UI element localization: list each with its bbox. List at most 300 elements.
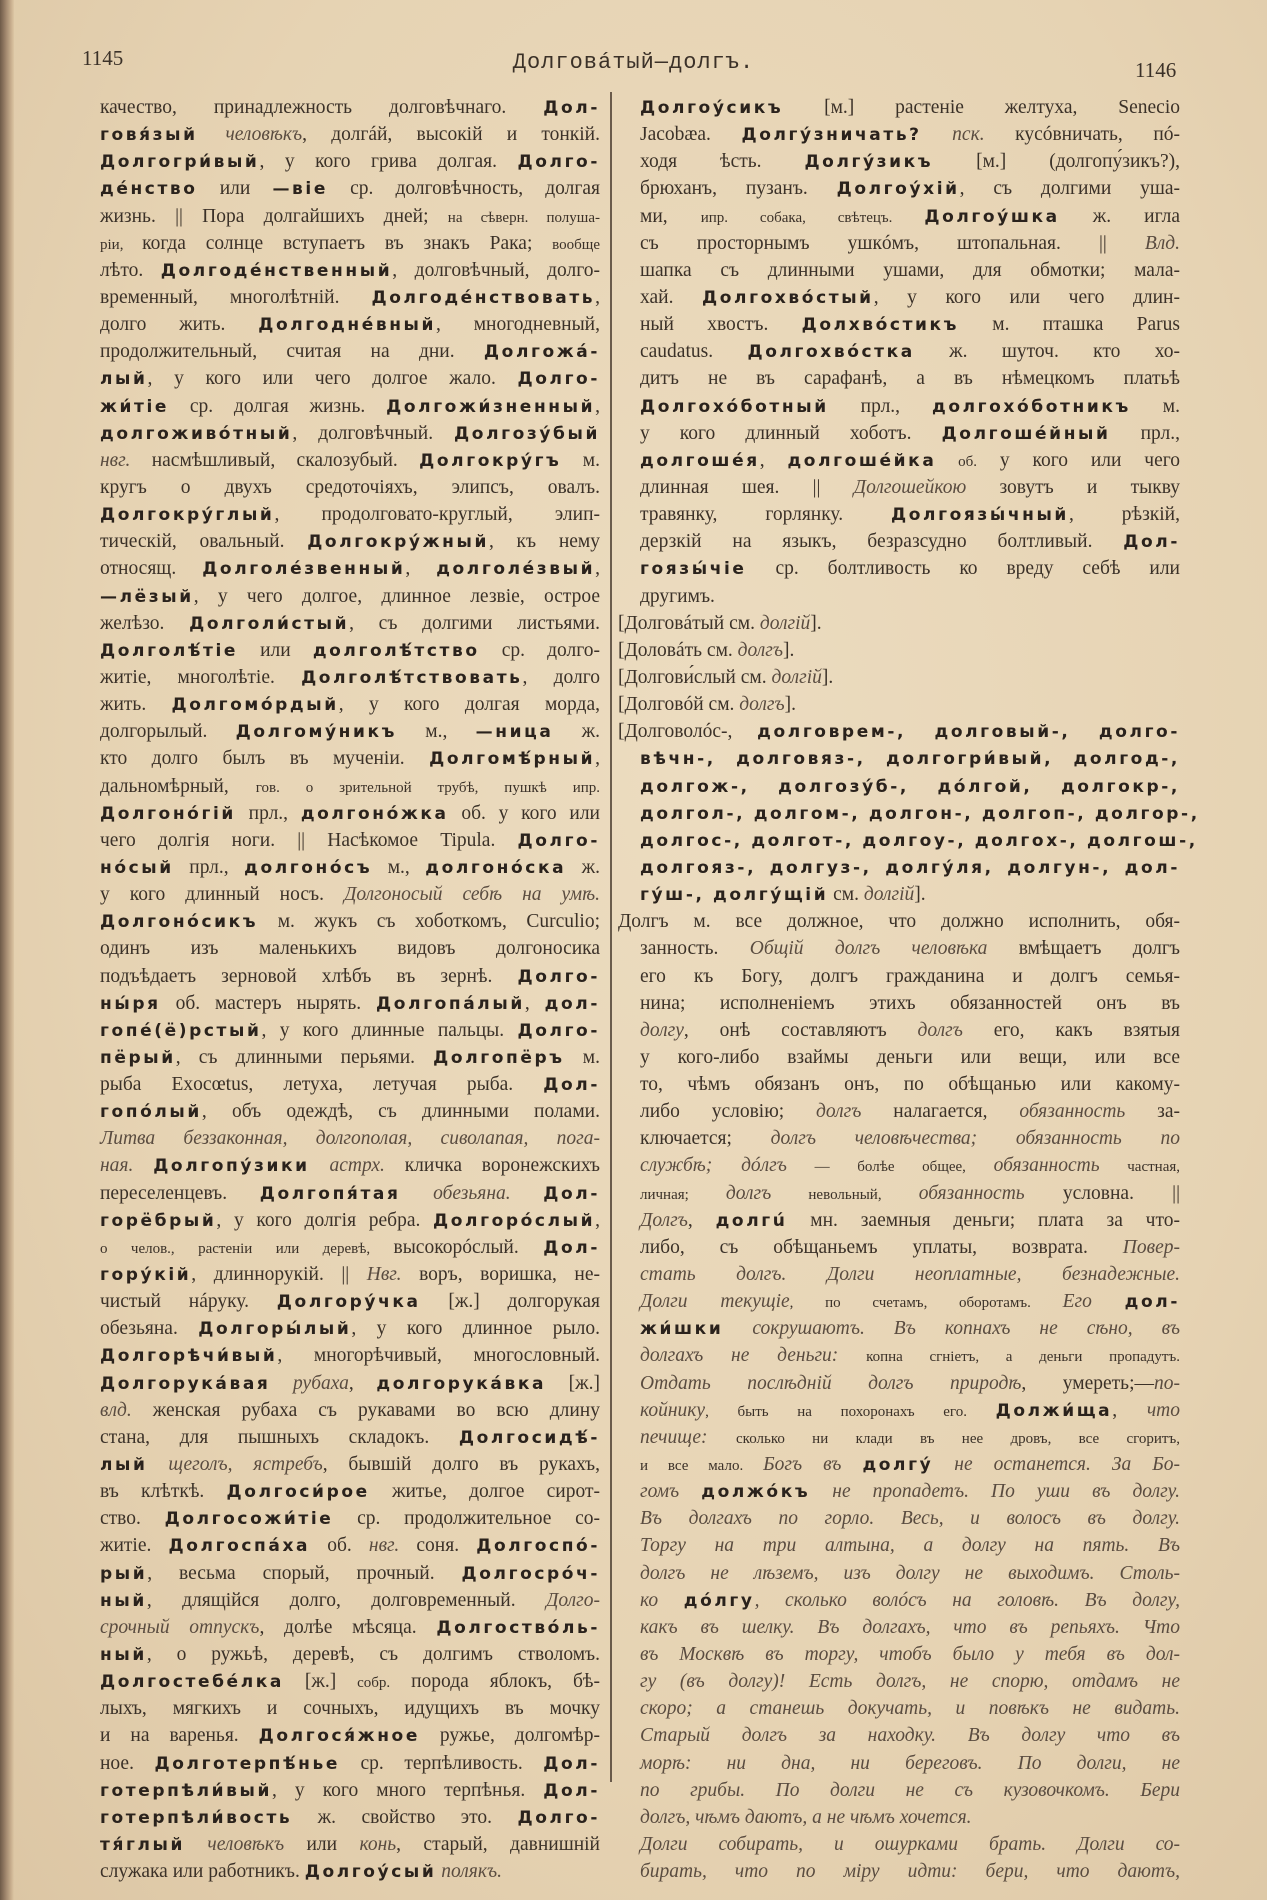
body-text: рыба Exocœtus, летуха, летучая рыба. — [100, 1074, 544, 1096]
italic-text: скоро; а станешь докучать, и повѣкъ не видать. — [640, 1698, 1180, 1720]
headword: долгонóсъ — [244, 857, 373, 878]
italic-text: , сколько волóсъ на головѣ. Въ долгу, — [754, 1589, 1180, 1611]
body-text: [ж.] долгорукая — [420, 1291, 600, 1313]
body-text: рiи, — [100, 236, 143, 253]
text-line — [100, 203, 600, 230]
headword: Долгору́чка — [276, 1292, 421, 1313]
body-text: об. у кого или — [448, 802, 600, 824]
body-text: , у кого долгая морда, — [338, 694, 600, 716]
body-text: — болѣе общее, — [786, 1159, 994, 1176]
italic-text: долгъ — [816, 1101, 862, 1123]
italic-text: долгъ — [739, 694, 785, 716]
headword: Долгу́зикъ — [804, 152, 934, 173]
headword: дол- — [1124, 1292, 1180, 1313]
body-text: у кого длинный носъ. — [100, 884, 344, 906]
body-text: см. — [828, 884, 864, 906]
text-line — [640, 1532, 1180, 1559]
body-text: , онѣ составляютъ — [683, 1019, 918, 1041]
headword: долгошéя — [640, 450, 760, 471]
text-line — [100, 854, 600, 881]
body-text: другимъ. — [640, 585, 715, 607]
text-line — [100, 1071, 600, 1098]
text-line — [100, 1641, 600, 1668]
text-line — [618, 718, 1180, 745]
headword: Долгомѣ́рный — [429, 749, 596, 770]
italic-text: Влд. — [1144, 232, 1180, 254]
headword: Долгокру́глый — [100, 505, 275, 526]
text-line — [100, 827, 600, 854]
text-line — [100, 963, 600, 990]
body-text: долго жить. — [100, 314, 259, 336]
headword: жи́тiе — [100, 396, 170, 417]
text-line — [100, 1234, 600, 1261]
text-line — [640, 1288, 1180, 1315]
body-text: когда солнце вступаетъ въ знакъ Рака; — [142, 232, 553, 254]
italic-text: долгъ — [917, 1019, 963, 1041]
body-text: , у кого долгiя ребра. — [216, 1209, 434, 1231]
headword: Долголи́стый — [189, 613, 350, 634]
headword: Долгопя́тая — [259, 1183, 401, 1204]
text-line — [100, 583, 600, 610]
text-line — [100, 284, 600, 311]
text-line — [100, 1261, 600, 1288]
text-line — [640, 1342, 1180, 1369]
body-text: , у кого длинное рыло. — [351, 1318, 600, 1340]
text-line — [100, 338, 600, 365]
text-line — [640, 963, 1180, 990]
italic-text: человѣкъ — [185, 1834, 285, 1855]
headword: Дол- — [543, 1753, 600, 1774]
text-line — [640, 1424, 1180, 1451]
body-text: женская рубаха съ рукавами во всю длину — [131, 1399, 600, 1421]
body-text: чего долгiя ноги. || Насѣкомое Tipula. — [100, 829, 518, 851]
body-text: травянку, горлянку. — [640, 504, 892, 526]
body-text: м. жукъ съ хоботкомъ, Curculio; — [258, 911, 600, 933]
body-text: порода яблокъ, бѣ- — [390, 1671, 600, 1693]
body-text: продолжительный, считая на дни. — [100, 341, 484, 363]
book-binding-edge — [0, 0, 14, 1900]
headword: Долгорѣчи́вый — [100, 1346, 278, 1367]
text-line — [640, 474, 1180, 501]
body-text: , — [595, 395, 600, 417]
body-text: житiе. — [100, 1535, 169, 1557]
text-line — [100, 257, 600, 284]
text-line — [640, 447, 1180, 474]
body-text: переселенцевъ. — [100, 1182, 260, 1204]
headword: Дол- — [543, 1237, 601, 1258]
text-line — [100, 1831, 600, 1858]
italic-text: долгахъ не деньги: — [640, 1345, 867, 1367]
text-line — [618, 664, 1180, 691]
text-line — [100, 1560, 600, 1587]
text-line — [100, 420, 600, 447]
text-line — [640, 1560, 1180, 1587]
body-text: прл., — [1110, 422, 1180, 444]
italic-text: долгъ не лѣземъ, изъ долгу не выходимъ. Столь- — [640, 1562, 1180, 1584]
headword: Долголéзвенный — [202, 559, 406, 580]
italic-text: по грибы. По долги не съ кузовочкомъ. Бери — [640, 1779, 1180, 1801]
text-line — [640, 583, 1180, 610]
body-text: об. — [310, 1535, 369, 1557]
headword: долгос-, долгот-, долгоу-, долгох-, долгош-, — [640, 830, 1198, 851]
body-text: , бывшiй долго въ рукахъ, — [322, 1454, 600, 1476]
text-line — [640, 1777, 1180, 1804]
body-text: , многодневный, — [436, 314, 600, 336]
text-line — [640, 175, 1180, 202]
body-text: ]. — [914, 884, 926, 906]
italic-text: Его — [1062, 1291, 1125, 1313]
body-text: [Долговóй см. — [618, 694, 740, 716]
body-text: , — [524, 992, 545, 1014]
body-text: жить. — [100, 694, 172, 716]
text-line — [100, 908, 600, 935]
headword: Долгостебéлка — [100, 1672, 284, 1693]
body-text: невольный, — [771, 1186, 919, 1203]
body-text: Jacobæa. — [640, 124, 742, 146]
text-line — [640, 393, 1180, 420]
italic-text: долгъ, чѣмъ даютъ, а не чѣмъ хочется. — [640, 1806, 972, 1828]
body-text: ср. терпѣливость. — [339, 1752, 544, 1774]
headword: долгол-, долгом-, долгон-, долгоп-, долгор-, — [640, 803, 1200, 824]
headword: Долгонóгiй — [100, 803, 236, 824]
text-line — [640, 501, 1180, 528]
headword: Долгу́зничать? — [741, 125, 922, 146]
body-text: м., — [397, 721, 476, 743]
body-text: его, какъ взятыя — [962, 1019, 1180, 1041]
body-text: , рѣзкiй, — [1068, 504, 1180, 526]
text-line — [640, 1152, 1180, 1179]
text-line — [640, 935, 1180, 962]
text-line — [640, 230, 1180, 257]
body-text: вмѣщаетъ долгъ — [987, 938, 1180, 960]
text-line — [100, 1180, 600, 1207]
text-line — [100, 555, 600, 582]
italic-text: по- — [1154, 1372, 1180, 1394]
body-text: , продолговато-круглый, элип- — [274, 504, 600, 526]
text-line — [640, 1641, 1180, 1668]
body-text: качество, принадлежность долговѣчнаго. — [100, 97, 544, 118]
headword: гопóлый — [100, 1102, 202, 1123]
body-text: [ж.] — [283, 1671, 358, 1693]
body-text: или — [197, 178, 273, 200]
text-line — [100, 718, 600, 745]
body-text: нина; исполненiемъ этихъ обязанностей онъ въ — [640, 992, 1180, 1014]
headword: гу́ш-, долгу́щiй — [640, 885, 829, 906]
headword: горёбрый — [100, 1210, 217, 1231]
body-text: [Долговáтый см. — [618, 612, 760, 634]
body-text: , у кого или чего длин- — [873, 286, 1180, 308]
text-line — [640, 121, 1180, 148]
body-text: дальномѣрный, — [100, 775, 256, 797]
text-line — [640, 1207, 1180, 1234]
body-text: насмѣшливый, скалозубый. — [130, 449, 420, 471]
body-text: временный, многолѣтнiй. — [100, 286, 372, 308]
headword: вѣчн-, долговяз-, долгогри́вый, долгод-, — [640, 749, 1180, 770]
body-text: обезьяна. — [100, 1318, 199, 1340]
text-line — [640, 800, 1200, 827]
body-text: ми, — [640, 205, 701, 227]
body-text: caudatus. — [640, 341, 748, 363]
body-text: ное. — [100, 1752, 155, 1774]
headword: Дол- — [543, 1780, 600, 1801]
body-text: высокорóслый. — [393, 1236, 544, 1258]
body-text: ж. свойство это. — [292, 1806, 518, 1828]
page-header — [0, 46, 1267, 86]
italic-text: долгiй — [771, 666, 822, 688]
headword: Долголѣ́тiе — [100, 640, 239, 661]
text-line — [640, 1505, 1180, 1532]
body-text: ]. — [821, 666, 834, 688]
body-text: житiе, многолѣтiе. — [100, 666, 302, 688]
text-line — [100, 1478, 600, 1505]
body-text: ходя ѣсть. — [640, 151, 805, 173]
body-text: соня. — [399, 1535, 477, 1557]
text-line — [100, 94, 600, 121]
body-text: [Долговолóс-, — [618, 721, 758, 743]
text-line — [100, 637, 600, 664]
body-text: гов. о зрительной трубѣ, пушкѣ ипр. — [255, 779, 601, 796]
body-text: ср. болтливость ко вреду себѣ или — [746, 558, 1180, 580]
body-text: , — [595, 1209, 600, 1231]
text-line — [640, 990, 1180, 1017]
body-text: налагается, — [861, 1101, 1020, 1123]
headword: Долго- — [517, 369, 600, 390]
text-line — [640, 1071, 1180, 1098]
body-text: , быть на похоронахъ его. — [705, 1403, 996, 1420]
headword: Дол- — [543, 98, 600, 118]
body-text: о челов., растенiи или деревѣ, — [100, 1240, 394, 1257]
body-text: об. мастеръ нырять. — [160, 992, 377, 1014]
text-line — [640, 203, 1180, 230]
body-text: м., — [372, 856, 426, 878]
text-line — [640, 1750, 1180, 1777]
headword: Дол- — [543, 1183, 601, 1204]
text-line — [100, 474, 600, 501]
text-line — [100, 501, 600, 528]
body-text: м. пташка Parus — [959, 314, 1180, 336]
body-text: одинъ изъ маленькихъ видовъ долгоносика — [100, 938, 600, 960]
body-text: кусóвничать, пó- — [984, 124, 1181, 146]
body-text: личная; — [640, 1186, 726, 1203]
text-line — [618, 691, 1180, 718]
body-text: его къ Богу, долгъ гражданина и долгъ семья- — [640, 965, 1180, 987]
headword: нóсый — [100, 857, 174, 878]
body-text: , съ долгими листьями. — [349, 612, 600, 634]
italic-text: конь — [359, 1834, 397, 1855]
body-text: , у кого или чего долгое жало. — [147, 368, 518, 390]
body-text: на сѣверн. полуша- — [447, 209, 600, 226]
body-text: , у кого много терпѣнья. — [271, 1779, 544, 1801]
body-text: и все мало. — [640, 1458, 764, 1475]
text-line — [100, 311, 600, 338]
headword: Долгоспó- — [476, 1536, 600, 1557]
headword: Долгоязы́чный — [891, 505, 1069, 526]
left-column — [100, 94, 600, 1885]
body-text: лыхъ, мягкихъ и сочныхъ, идущихъ въ мочку — [100, 1698, 600, 1720]
headword: Долгозу́бый — [454, 423, 600, 444]
headword: Долгокру́жный — [307, 532, 489, 553]
body-text: ный хвостъ. — [640, 314, 802, 336]
text-line — [100, 800, 600, 827]
text-line — [640, 528, 1180, 555]
body-text: мн. заемныя деньги; плата за что- — [787, 1209, 1180, 1231]
text-line — [640, 94, 1180, 121]
text-line — [100, 393, 600, 420]
body-text: занность. — [640, 938, 750, 960]
italic-text: стать долгъ. Долги неоплатные, безнадежные. — [640, 1264, 1180, 1286]
headword: Долгомóрдый — [171, 695, 339, 716]
italic-text: Общiй долгъ человѣка — [749, 938, 988, 960]
body-text: шапка съ длинными ушами, для обмотки; мала- — [640, 259, 1180, 281]
headword: долгохóботникъ — [932, 396, 1131, 417]
italic-text: не останется. За Бо- — [933, 1454, 1181, 1476]
text-line — [100, 990, 600, 1017]
body-text: у кого длинный хоботъ. — [640, 422, 942, 444]
body-text: жизнь. || Пора долгайшихъ дней; — [100, 205, 448, 227]
body-text: брюханъ, пузанъ. — [640, 178, 837, 200]
italic-text: влд. — [100, 1399, 132, 1421]
italic-text: Въ долгахъ по горло. Весь, и волосъ въ долгу. — [640, 1508, 1180, 1530]
body-text: ]. — [783, 639, 795, 661]
headword: должóкъ — [701, 1482, 811, 1503]
body-text: Долгъ м. все должное, что должно исполнить, обя- — [618, 911, 1180, 933]
text-line — [640, 257, 1180, 284]
headword: Долгоу́шка — [924, 206, 1060, 227]
headword: Долгошéйный — [941, 423, 1111, 444]
headword: Долгосожи́тiе — [164, 1509, 334, 1530]
body-text: , долго — [522, 666, 600, 688]
body-text: , длящiйся долго, долговременный. — [146, 1589, 546, 1611]
body-text: длинная шея. || — [640, 476, 854, 498]
body-text: относящ. — [100, 558, 203, 580]
body-text: либо условiю; — [640, 1101, 817, 1123]
text-line — [640, 284, 1180, 311]
body-text: м. — [1130, 395, 1180, 417]
italic-text: долгъ — [737, 639, 784, 661]
text-line — [100, 1098, 600, 1125]
body-text: , долѣе мѣсяца. — [259, 1616, 437, 1638]
body-text: прл., — [173, 856, 245, 878]
body-text: , по счетамъ, оборотамъ. — [789, 1295, 1063, 1312]
headword: Долгогри́вый — [100, 152, 260, 173]
body-text: , у кого грива долгая. — [259, 151, 518, 173]
body-text: и на варенья. — [100, 1725, 259, 1747]
headword: гопé(ё)рстый — [100, 1020, 262, 1041]
italic-text: срочный отпускъ — [100, 1616, 260, 1638]
headword: Долголѣ́тствовать — [301, 667, 523, 688]
body-text: лѣто. — [100, 259, 161, 281]
headword: Долго- — [517, 1807, 600, 1828]
italic-text: ко — [640, 1589, 684, 1611]
text-line — [640, 1722, 1180, 1749]
body-text: , долгáй, высокiй и тонкiй. — [302, 124, 600, 146]
italic-text: нвг. — [368, 1535, 400, 1557]
headword: Долгому́никъ — [235, 722, 398, 743]
text-line — [100, 1695, 600, 1722]
text-line — [640, 148, 1180, 175]
text-line — [100, 528, 600, 555]
text-line — [640, 1587, 1180, 1614]
text-line — [640, 1614, 1180, 1641]
headword: лый — [100, 1455, 148, 1476]
headword: долголéзвый — [436, 559, 596, 580]
headword: Долгожи́зненный — [386, 396, 596, 417]
body-text: ]. — [810, 612, 822, 634]
italic-text: Долги собирать, и ошурками брать. Долги со- — [640, 1834, 1180, 1855]
body-text: , умереть;— — [1021, 1372, 1154, 1394]
body-text: у кого или чего — [977, 449, 1180, 471]
italic-text: полякъ. — [436, 1861, 502, 1883]
italic-text: не пропадетъ. По уши въ долгу. — [810, 1481, 1180, 1503]
headword: ный — [100, 1590, 147, 1611]
column-divider — [610, 92, 612, 1782]
body-text: ж. игла — [1059, 205, 1180, 227]
italic-text: обязанность — [918, 1182, 1025, 1204]
body-text: прл., — [235, 802, 301, 824]
page-number-right: 1146 — [1135, 58, 1177, 82]
text-line — [640, 1098, 1180, 1125]
headword: Долгорóслый — [433, 1210, 596, 1231]
italic-text: ная. — [100, 1155, 154, 1177]
body-text: или — [238, 639, 313, 661]
body-text: , весьма спорый, прочный. — [147, 1562, 462, 1584]
text-line — [100, 610, 600, 637]
text-line — [100, 881, 600, 908]
body-text: [Доловáть см. — [618, 639, 738, 661]
body-text: ср. долгая жизнь. — [169, 395, 387, 417]
body-text: , съ длинными перьями. — [175, 1046, 434, 1068]
headword: Долгопáлый — [376, 993, 525, 1014]
text-line — [100, 1532, 600, 1559]
headword: дóлгу — [683, 1590, 755, 1611]
body-text: ж. шуточ. кто хо- — [914, 341, 1180, 363]
body-text: , старый, давнишнiй — [396, 1834, 600, 1855]
headword: Долхвóстикъ — [801, 315, 960, 336]
headword: долгояз-, долгуз-, долгу́ля, долгун-, дол- — [640, 857, 1180, 878]
body-text: , долговѣчный. — [292, 422, 455, 444]
body-text: подъѣдаетъ зерновой хлѣбъ въ зернѣ. — [100, 965, 518, 987]
text-line — [640, 1831, 1180, 1858]
body-text: тическiй, овальный. — [100, 531, 308, 553]
italic-text: Старый долгъ за находку. Въ долгу что въ — [640, 1725, 1180, 1747]
headword: долгошéйка — [787, 450, 937, 471]
text-line — [640, 1315, 1180, 1342]
body-text: , — [348, 1372, 377, 1394]
text-line — [100, 1587, 600, 1614]
headword: жи́шки — [640, 1319, 724, 1340]
body-text: , — [595, 558, 601, 580]
italic-text: нвг. — [100, 449, 131, 471]
headword: Долгоси́рое — [226, 1482, 370, 1503]
body-text: частная, — [1099, 1159, 1181, 1176]
body-text: м. — [561, 449, 600, 471]
body-text: , долговѣчный, долго- — [392, 259, 600, 281]
body-text: желѣзо. — [100, 612, 190, 634]
headword: долгонóска — [425, 857, 567, 878]
text-line — [640, 1017, 1180, 1044]
text-line — [640, 1261, 1180, 1288]
headword: говя́зый — [100, 125, 226, 146]
text-line — [100, 773, 600, 800]
headword: Долгоствóль- — [436, 1617, 601, 1638]
body-text: , о ружьѣ, деревѣ, съ долгимъ стволомъ. — [146, 1644, 600, 1666]
italic-text: обязанность — [993, 1155, 1100, 1177]
text-line — [100, 1125, 600, 1152]
body-text: или — [284, 1834, 360, 1855]
body-text: , у кого длинные пальцы. — [261, 1019, 518, 1041]
headword: Долго- — [517, 1020, 600, 1041]
headword: Долгодéнствовать — [371, 287, 596, 308]
